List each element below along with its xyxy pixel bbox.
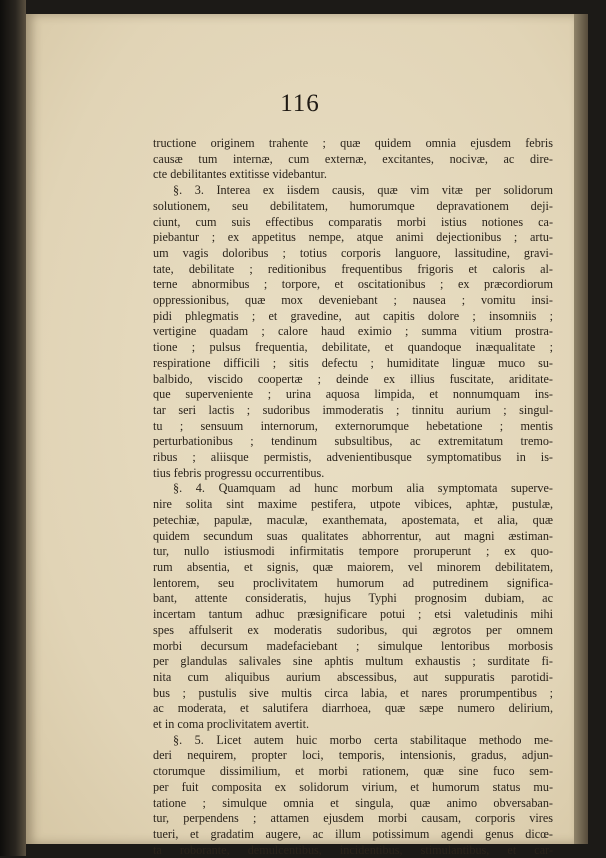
text-line: ta roborante, demulcentibus, incidentibus, stimulantibus, et car- bbox=[153, 842, 553, 857]
text-line: §. 4. Quamquam ad hunc morbum alia symptomata superve- bbox=[173, 481, 553, 496]
book-page bbox=[26, 14, 574, 857]
body-text bbox=[153, 136, 553, 858]
text-line: per glandulas salivales sine aphtis multum exhaustis ; surditate fi- bbox=[153, 654, 553, 669]
text-line: bus ; pustulis sive multis circa labia, et nares prorumpentibus ; bbox=[153, 685, 553, 700]
text-line: tur, nullo istiusmodi infirmitatis tempore proruperunt ; ex quo- bbox=[153, 544, 553, 559]
text-line: piebantur ; ex appetitus nempe, atque animi dejectionibus ; artu- bbox=[153, 230, 553, 245]
text-line: oppressionibus, quæ mox deveniebant ; nausea ; vomitu insi- bbox=[153, 293, 553, 308]
text-line: cte debilitantes extitisse videbantur. bbox=[153, 167, 327, 182]
text-line: nire solita sint maxime pestifera, utpote vibices, aphtæ, pustulæ, bbox=[153, 497, 553, 512]
text-line: incertam tantum adhuc præsignificare potui ; etsi valetudinis mihi bbox=[153, 607, 553, 622]
text-line: tu ; sensuum internorum, externorumque hebetatione ; mentis bbox=[153, 418, 553, 433]
text-line: tione ; pulsus frequentia, debilitate, et quandoque inæqualitate ; bbox=[153, 340, 553, 355]
text-line: rum absentia, et signis, quæ maiorem, vel minorem debilitatem, bbox=[153, 559, 553, 574]
text-line: que superveniente ; urina aquosa limpida, et nonnumquam ins- bbox=[153, 387, 553, 402]
text-line: tate, debilitate ; reditionibus frequentibus frigoris et caloris al- bbox=[153, 261, 553, 276]
text-line: perturbationibus ; tendinum subsultibus, ac extremitatum tremo- bbox=[153, 434, 553, 449]
text-line: et in coma proclivitatem avertit. bbox=[153, 717, 310, 732]
text-line: §. 3. Interea ex iisdem causis, quæ vim vitæ per solidorum bbox=[173, 183, 553, 198]
text-line: lentorem, seu proclivitatem humorum ad putredinem significa- bbox=[153, 575, 553, 590]
text-line: morbi decursum madefaciebant ; simulque lentoribus morbosis bbox=[153, 638, 553, 653]
text-line: ribus ; aliisque permistis, advenientibusque symptomatibus in is- bbox=[153, 450, 553, 465]
text-line: tueri, et gradatim augere, ac illum potissimum agendi genus dicœ- bbox=[153, 826, 553, 841]
text-line: solutionem, seu debilitatem, humorumque depravationem deji- bbox=[153, 198, 553, 213]
text-line: tius febris progressu occurrentibus. bbox=[153, 465, 325, 480]
text-line: pidi phlegmatis ; et gravedine, aut capitis dolore ; insomniis ; bbox=[153, 308, 553, 323]
text-line: tructione originem trahente ; quæ quidem omnia ejusdem febris bbox=[153, 136, 553, 150]
text-line: vertigine quadam ; calore haud eximio ; summa vitium prostra- bbox=[153, 324, 553, 339]
text-line: bant, attente consideratis, hujus Typhi prognosim dubiam, ac bbox=[153, 591, 553, 606]
text-line: deri nequirem, propter loci, temporis, intensionis, gradus, adjun- bbox=[153, 748, 553, 763]
text-line: ctorumque dissimilium, et morbi rationem, quæ sine fuco sem- bbox=[153, 764, 553, 779]
text-line: quidem secundum suas qualitates abhorrentur, aut magni æstiman- bbox=[153, 528, 553, 543]
text-line: spes affulserit ex moderatis sudoribus, qui ægrotos per omnem bbox=[153, 622, 553, 637]
text-line: tatione ; simulque omnia et singula, quæ animo obversaban- bbox=[153, 795, 553, 810]
text-line: ciunt, cum suis effectibus comparatis morbi istius notiones ca- bbox=[153, 214, 553, 229]
text-line: ac moderata, et salutifera diarrhoea, quæ sæpe numero delirium, bbox=[153, 701, 553, 716]
text-line: nita cum aliquibus aurium abscessibus, aut suppuratis parotidi- bbox=[153, 669, 553, 684]
text-line: causæ tum internæ, cum externæ, excitantes, nocivæ, ac dire- bbox=[153, 151, 553, 166]
text-line: §. 5. Licet autem huic morbo certa stabilitaque methodo me- bbox=[173, 732, 553, 747]
text-line: balbido, viscido coopertæ ; deinde ex illius fuscitate, ariditate- bbox=[153, 371, 553, 386]
text-line: terne abnormibus ; torpore, et oscitationibus ; ex præcordiorum bbox=[153, 277, 553, 292]
text-line: um vagis doloribus ; totius corporis languore, lassitudine, gravi- bbox=[153, 245, 553, 260]
text-line: per fuit composita ex solidorum virium, et humorum status mu- bbox=[153, 779, 553, 794]
text-line: tar seri lactis ; sudoribus immoderatis ; tinnitu aurium ; singul- bbox=[153, 402, 553, 417]
page-edge bbox=[574, 14, 588, 844]
text-line: petechiæ, papulæ, maculæ, exanthemata, apostemata, et alia, quæ bbox=[153, 512, 553, 527]
text-line: respiratione difficili ; sitis defectu ; humiditate linguæ muco su- bbox=[153, 355, 553, 370]
page-number: 116 bbox=[280, 90, 320, 117]
book-gutter bbox=[0, 0, 26, 856]
text-line: tur, perpendens ; attamen ejusdem morbi causam, corporis vires bbox=[153, 811, 553, 826]
